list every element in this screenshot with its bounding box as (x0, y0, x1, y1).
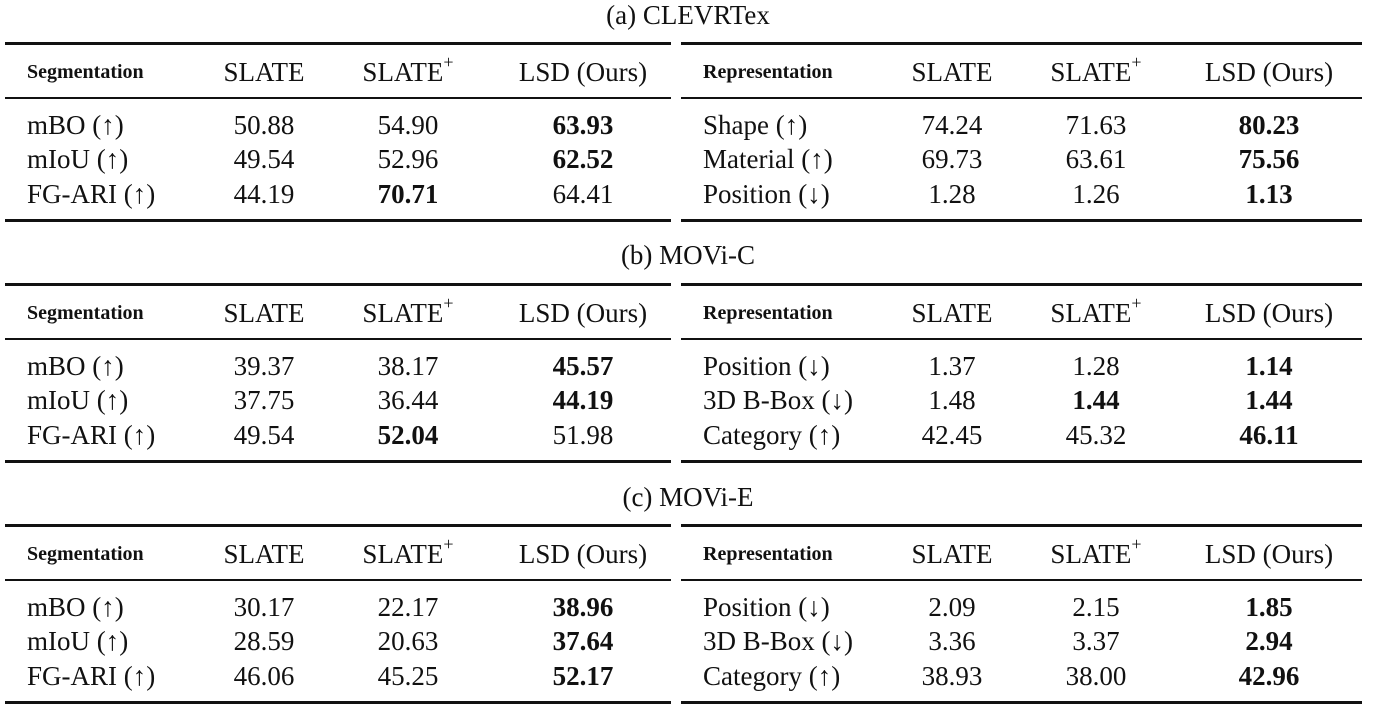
table-cell: 45.57 (552, 351, 614, 381)
top-rule (681, 524, 1362, 527)
top-rule (681, 283, 1362, 286)
column-header: LSD (Ours) (518, 298, 648, 328)
table-row (5, 142, 671, 176)
table-cell: 1.14 (1245, 351, 1293, 381)
header-row (5, 52, 671, 89)
column-header: SLATE+ (1050, 52, 1142, 87)
table-row (681, 383, 1362, 417)
table-caption: (c) MOVi-E (622, 482, 754, 512)
table-row (681, 142, 1362, 176)
table-cell: 38.93 (921, 661, 983, 691)
table-cell: 54.90 (377, 110, 439, 140)
header-row (681, 52, 1362, 89)
table-cell: 38.00 (1065, 661, 1127, 691)
superscript-plus: + (1131, 534, 1142, 554)
table-cell: 2.15 (1072, 592, 1120, 622)
table-cell: 52.04 (377, 420, 439, 450)
segmentation-table (5, 283, 671, 465)
column-header: Representation (703, 302, 833, 324)
column-header: Segmentation (27, 543, 144, 565)
table-cell: 45.25 (377, 661, 439, 691)
column-header: Representation (703, 61, 833, 83)
table-cell: 42.45 (921, 420, 983, 450)
column-header: SLATE (911, 298, 993, 328)
table-row (5, 659, 671, 693)
bottom-rule (681, 219, 1362, 222)
header-row (681, 534, 1362, 571)
row-label: mBO (↑) (27, 351, 124, 381)
table-cell: 20.63 (377, 626, 439, 656)
table-cell: 63.61 (1065, 144, 1127, 174)
top-rule (5, 283, 671, 286)
segmentation-table (5, 42, 671, 224)
superscript-plus: + (443, 52, 454, 72)
top-rule (5, 524, 671, 527)
table-row (681, 108, 1362, 142)
table-cell: 64.41 (552, 179, 614, 209)
table-cell: 62.52 (552, 144, 614, 174)
column-header: SLATE+ (1050, 534, 1142, 569)
table-cell: 30.17 (233, 592, 295, 622)
table-row (5, 349, 671, 383)
table-row (5, 383, 671, 417)
row-label: mBO (↑) (27, 592, 124, 622)
top-rule (681, 42, 1362, 45)
representation-table (681, 42, 1362, 224)
row-label: FG-ARI (↑) (27, 179, 156, 209)
row-label: mIoU (↑) (27, 144, 129, 174)
column-header: SLATE (223, 298, 305, 328)
table-cell: 52.96 (377, 144, 439, 174)
table-cell: 50.88 (233, 110, 295, 140)
table-cell: 49.54 (233, 144, 295, 174)
table-cell: 1.28 (1072, 351, 1120, 381)
table-cell: 69.73 (921, 144, 983, 174)
table-cell: 1.44 (1245, 385, 1293, 415)
table-cell: 45.32 (1065, 420, 1127, 450)
column-header: SLATE (911, 539, 993, 569)
column-header: SLATE+ (362, 534, 454, 569)
table-cell: 52.17 (552, 661, 614, 691)
table-cell: 74.24 (921, 110, 983, 140)
table-cell: 37.75 (233, 385, 295, 415)
bottom-rule (681, 701, 1362, 704)
row-label: Category (↑) (703, 420, 841, 450)
table-cell: 1.37 (928, 351, 976, 381)
mid-rule (681, 338, 1362, 340)
row-label: FG-ARI (↑) (27, 420, 156, 450)
table-cell: 39.37 (233, 351, 295, 381)
row-label: Position (↓) (703, 592, 830, 622)
table-cell: 1.48 (928, 385, 976, 415)
column-header: LSD (Ours) (1204, 539, 1334, 569)
table-row (5, 108, 671, 142)
table-cell: 28.59 (233, 626, 295, 656)
row-label: mIoU (↑) (27, 385, 129, 415)
table-row (5, 418, 671, 452)
table-cell: 71.63 (1065, 110, 1127, 140)
table-row (681, 624, 1362, 658)
table-cell: 38.96 (552, 592, 614, 622)
mid-rule (681, 97, 1362, 99)
bottom-rule (5, 701, 671, 704)
table-row (681, 177, 1362, 211)
representation-table (681, 524, 1362, 706)
table-cell: 37.64 (552, 626, 614, 656)
top-rule (5, 42, 671, 45)
table-caption: (b) MOVi-C (620, 240, 756, 270)
row-label: Shape (↑) (703, 110, 808, 140)
table-row (5, 624, 671, 658)
header-row (681, 293, 1362, 330)
column-header: SLATE+ (362, 52, 454, 87)
table-row (681, 418, 1362, 452)
table-cell: 3.37 (1072, 626, 1120, 656)
table-cell: 75.56 (1238, 144, 1300, 174)
column-header: LSD (Ours) (518, 539, 648, 569)
table-cell: 1.44 (1072, 385, 1120, 415)
row-label: Material (↑) (703, 144, 833, 174)
mid-rule (5, 579, 671, 581)
column-header: Segmentation (27, 302, 144, 324)
table-cell: 2.94 (1245, 626, 1293, 656)
table-cell: 63.93 (552, 110, 614, 140)
table-cell: 3.36 (928, 626, 976, 656)
row-label: FG-ARI (↑) (27, 661, 156, 691)
bottom-rule (5, 460, 671, 463)
column-header: SLATE+ (1050, 293, 1142, 328)
row-label: Position (↓) (703, 351, 830, 381)
column-header: Segmentation (27, 61, 144, 83)
table-cell: 42.96 (1238, 661, 1300, 691)
row-label: mIoU (↑) (27, 626, 129, 656)
table-cell: 1.28 (928, 179, 976, 209)
superscript-plus: + (1131, 293, 1142, 313)
header-row (5, 534, 671, 571)
representation-table (681, 283, 1362, 465)
superscript-plus: + (1131, 52, 1142, 72)
table-cell: 36.44 (377, 385, 439, 415)
table-cell: 1.13 (1245, 179, 1293, 209)
column-header: SLATE (223, 539, 305, 569)
column-header: SLATE+ (362, 293, 454, 328)
superscript-plus: + (443, 534, 454, 554)
column-header: Representation (703, 543, 833, 565)
table-row (681, 590, 1362, 624)
table-cell: 1.85 (1245, 592, 1293, 622)
row-label: Category (↑) (703, 661, 841, 691)
table-row (681, 349, 1362, 383)
superscript-plus: + (443, 293, 454, 313)
column-header: LSD (Ours) (1204, 298, 1334, 328)
table-cell: 46.11 (1239, 420, 1299, 450)
row-label: 3D B-Box (↓) (703, 385, 853, 415)
segmentation-table (5, 524, 671, 706)
column-header: LSD (Ours) (518, 57, 648, 87)
table-cell: 1.26 (1072, 179, 1120, 209)
mid-rule (5, 338, 671, 340)
header-row (5, 293, 671, 330)
table-cell: 49.54 (233, 420, 295, 450)
table-cell: 46.06 (233, 661, 295, 691)
table-caption: (a) CLEVRTex (606, 0, 770, 30)
row-label: 3D B-Box (↓) (703, 626, 853, 656)
bottom-rule (5, 219, 671, 222)
mid-rule (5, 97, 671, 99)
table-cell: 51.98 (552, 420, 614, 450)
table-cell: 80.23 (1238, 110, 1300, 140)
row-label: mBO (↑) (27, 110, 124, 140)
column-header: SLATE (223, 57, 305, 87)
column-header: LSD (Ours) (1204, 57, 1334, 87)
mid-rule (681, 579, 1362, 581)
column-header: SLATE (911, 57, 993, 87)
table-cell: 44.19 (552, 385, 614, 415)
table-row (5, 590, 671, 624)
table-cell: 38.17 (377, 351, 439, 381)
bottom-rule (681, 460, 1362, 463)
table-row (5, 177, 671, 211)
table-cell: 70.71 (377, 179, 439, 209)
table-cell: 22.17 (377, 592, 439, 622)
table-cell: 2.09 (928, 592, 976, 622)
table-cell: 44.19 (233, 179, 295, 209)
row-label: Position (↓) (703, 179, 830, 209)
table-row (681, 659, 1362, 693)
